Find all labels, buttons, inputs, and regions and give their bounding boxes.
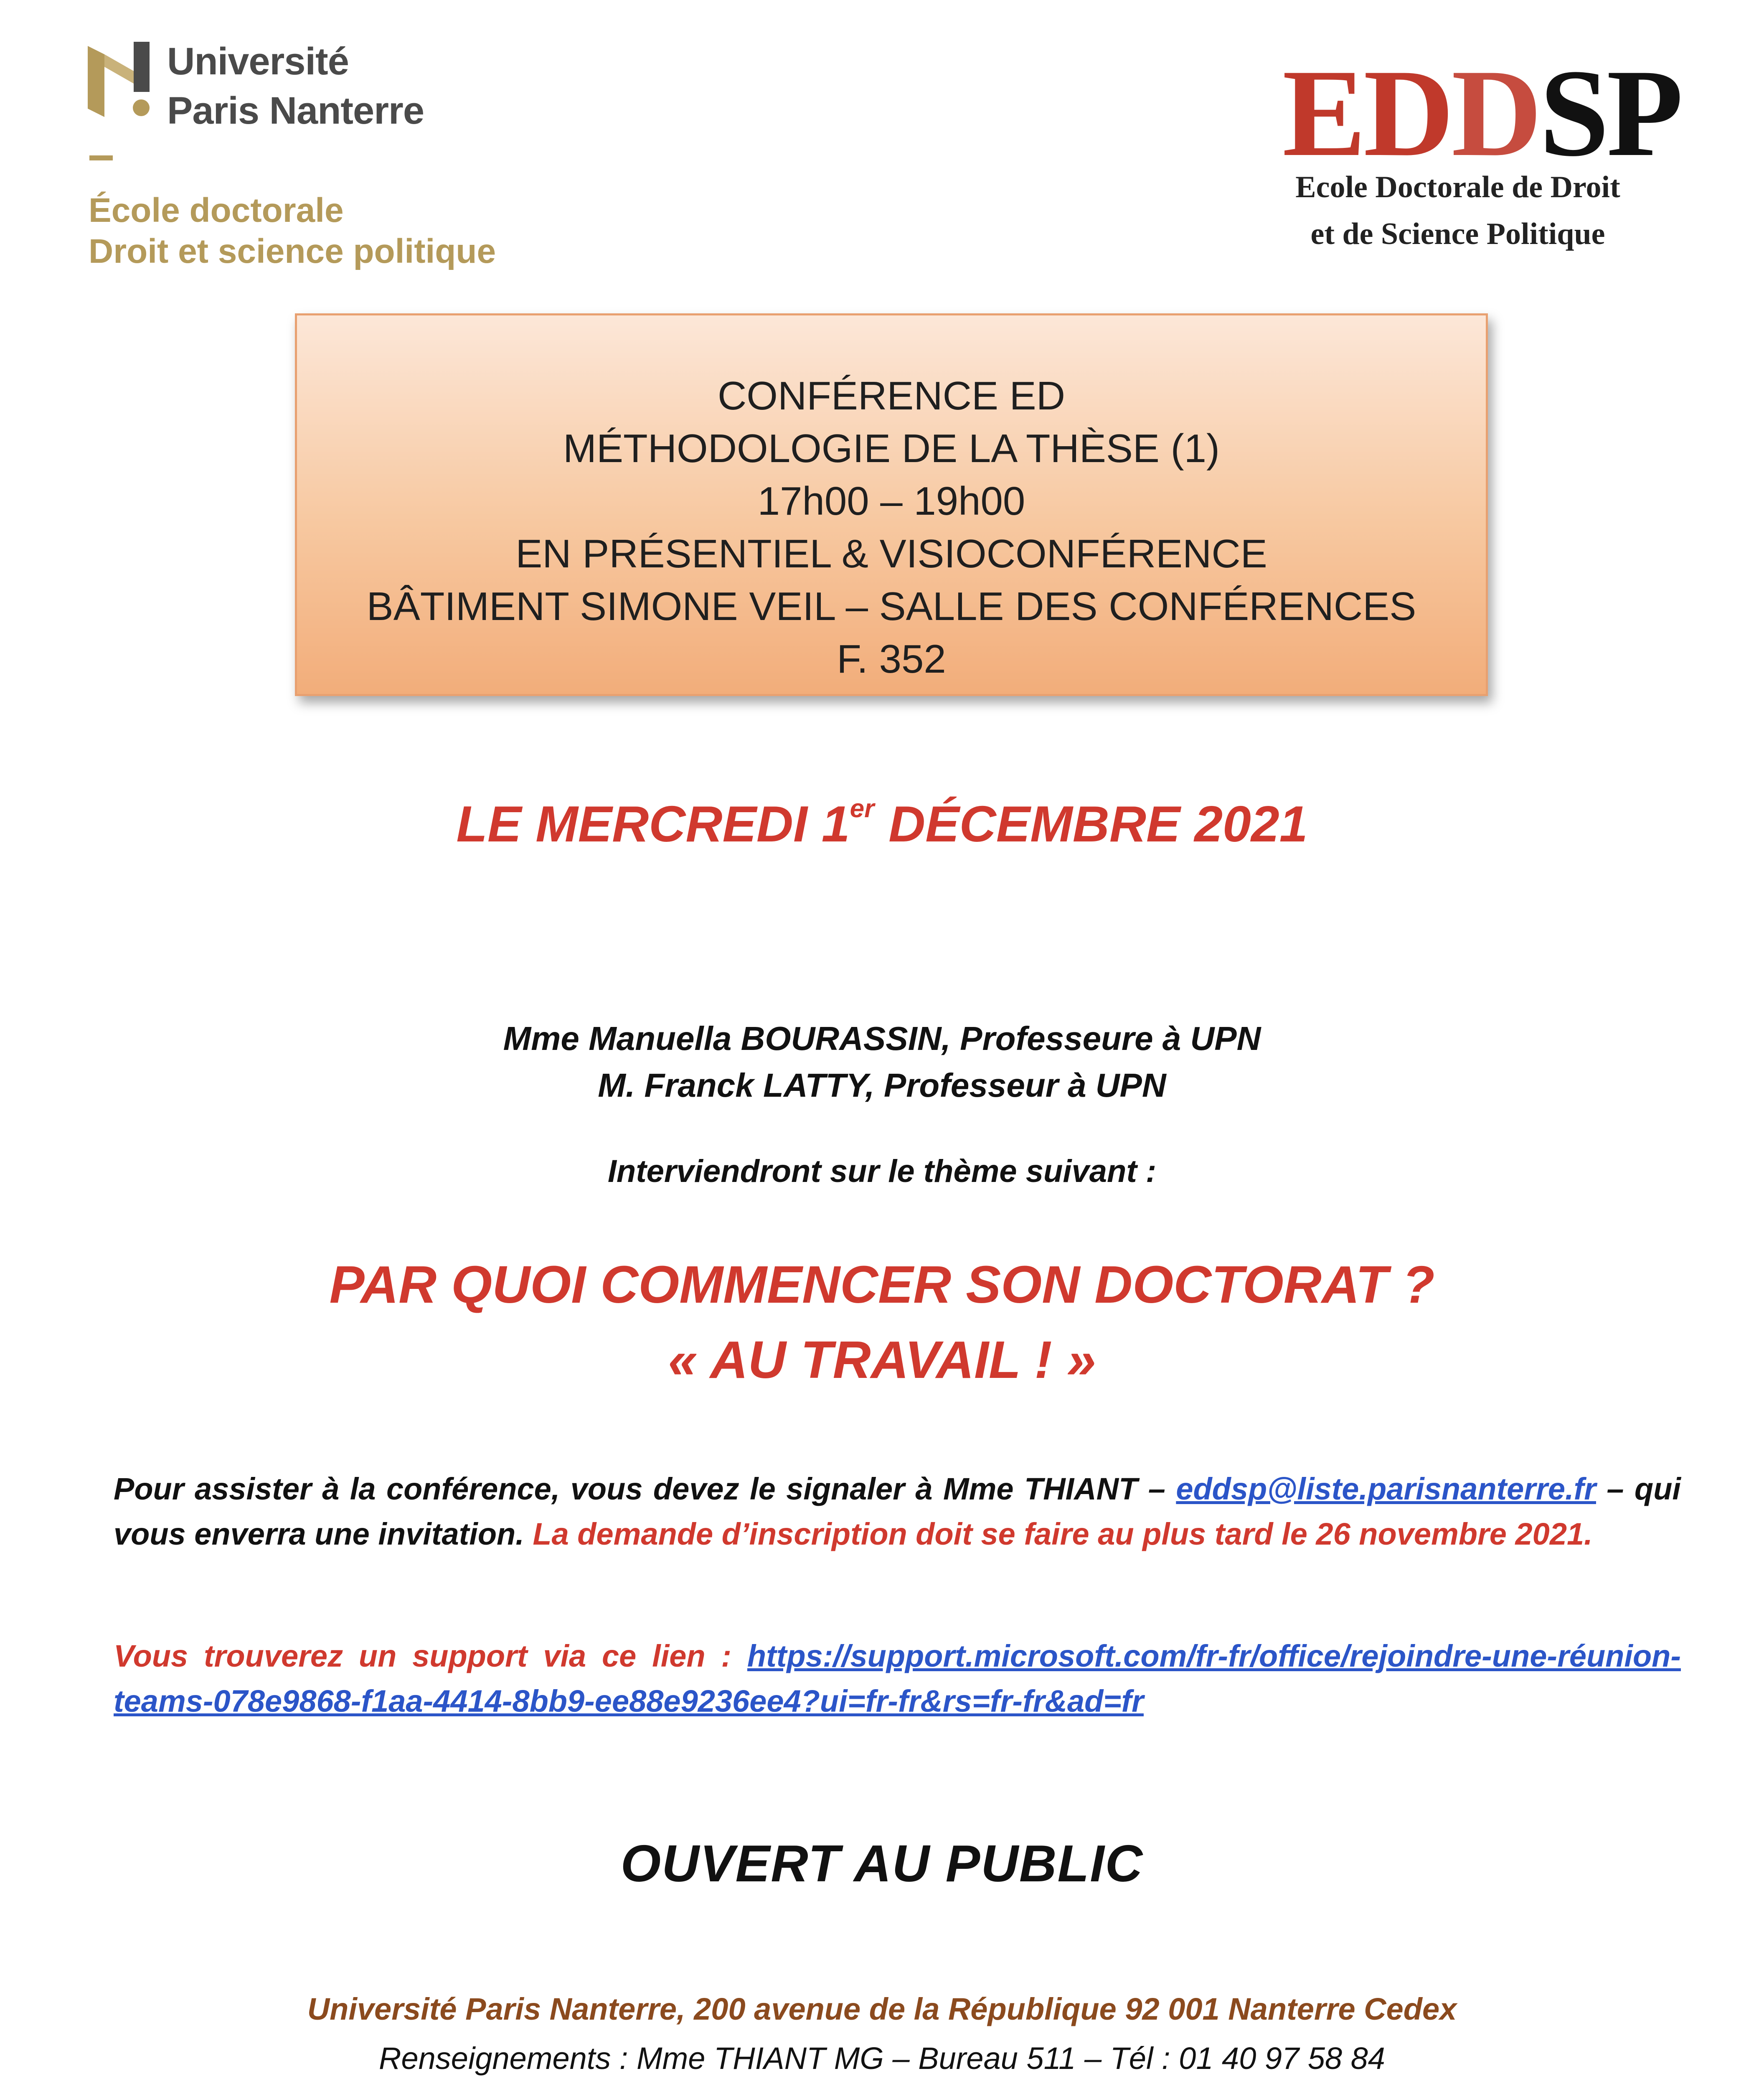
theme-line1: PAR QUOI COMMENCER SON DOCTORAT ?: [329, 1255, 1435, 1314]
eddsp-subtitle: [1270, 164, 1646, 257]
upn-logo-mark-icon: [88, 42, 150, 117]
logo-divider: [89, 155, 113, 160]
open-to-public-heading: OUVERT AU PUBLIC: [620, 1835, 1144, 1893]
school-line1: École doctorale: [89, 191, 344, 229]
date-superscript: er: [850, 794, 875, 823]
registration-deadline: La demande d’inscription doit se faire au plus tard le 26 novembre 2021.: [533, 1517, 1593, 1551]
theme-line2: « AU TRAVAIL ! »: [668, 1330, 1096, 1389]
box-subject: MÉTHODOLOGIE DE LA THÈSE (1): [563, 426, 1220, 471]
box-title: CONFÉRENCE ED: [717, 374, 1066, 418]
eddsp-logo: [1282, 43, 1681, 182]
footer: [0, 1985, 1764, 2089]
eddsp-letter-d1: D: [1363, 43, 1452, 182]
conference-theme: [0, 1247, 1764, 1398]
eddsp-letters-sp: SP: [1539, 43, 1681, 182]
university-line1: Université: [167, 40, 349, 83]
theme-intro: Interviendront sur le thème suivant :: [607, 1154, 1157, 1189]
support-link[interactable]: https://support.microsoft.com/fr-fr/office/rejoindre-une-réunion-teams-078e9868-f1aa-4414-8bb9-ee88e9236ee4?ui=fr-fr&rs=fr-fr&ad=fr: [114, 1639, 1681, 1718]
speaker-1: Mme Manuella BOURASSIN, Professeure à UPN: [503, 1020, 1261, 1057]
speaker-2: M. Franck LATTY, Professeur à UPN: [598, 1067, 1166, 1104]
support-text: Vous trouverez un support via ce lien :: [114, 1639, 747, 1673]
box-room: F. 352: [837, 637, 946, 681]
university-name: [167, 37, 424, 135]
footer-contact: [0, 2083, 1764, 2089]
date-suffix: DÉCEMBRE 2021: [874, 795, 1308, 852]
footer-info: Renseignements : Mme THIANT MG – Bureau 511 – Tél : 01 40 97 58 84: [379, 2041, 1385, 2076]
registration-paragraph: [114, 1466, 1681, 1557]
eddsp-letter-d2: D: [1451, 43, 1540, 182]
doctoral-school-name: [89, 190, 496, 272]
eddsp-line1: Ecole Doctorale de Droit: [1295, 170, 1620, 204]
box-time: 17h00 – 19h00: [757, 479, 1025, 524]
speakers: [0, 1015, 1764, 1109]
conference-info-box: [295, 313, 1488, 696]
box-location: BÂTIMENT SIMONE VEIL – SALLE DES CONFÉRENCES: [366, 584, 1416, 629]
box-mode: EN PRÉSENTIEL & VISIOCONFÉRENCE: [515, 531, 1267, 576]
date-prefix: LE MERCREDI 1: [456, 795, 850, 852]
registration-text1: Pour assister à la conférence, vous devez le signaler à Mme THIANT –: [114, 1471, 1176, 1506]
footer-address: Université Paris Nanterre, 200 avenue de la République 92 001 Nanterre Cedex: [307, 1992, 1457, 2026]
university-line2: Paris Nanterre: [167, 89, 424, 132]
eddsp-letter-e: E: [1282, 43, 1364, 182]
registration-email-link[interactable]: eddsp@liste.parisnanterre.fr: [1176, 1471, 1596, 1506]
event-date: [0, 794, 1764, 853]
school-line2: Droit et science politique: [89, 232, 496, 270]
registration-text2: – qui vous enverra une invitation.: [114, 1471, 1681, 1551]
support-paragraph: [114, 1634, 1681, 1724]
eddsp-line2: et de Science Politique: [1310, 217, 1605, 251]
